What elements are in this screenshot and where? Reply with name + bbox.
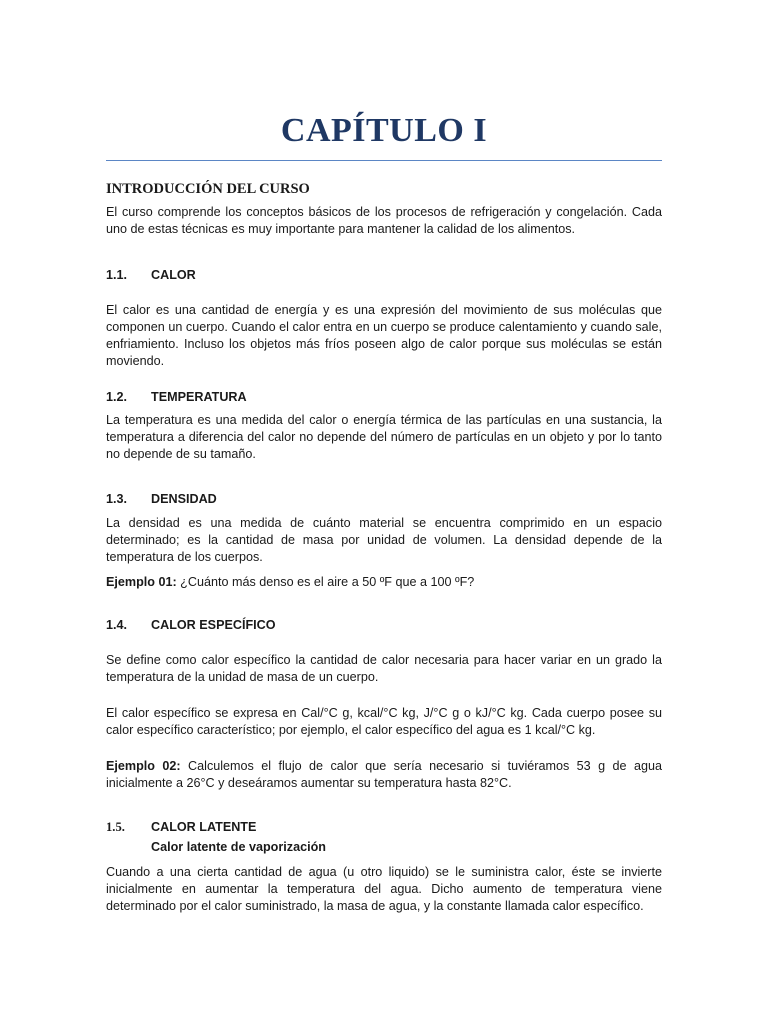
chapter-title: CAPÍTULO I	[280, 112, 488, 149]
ejemplo-02	[106, 758, 662, 792]
example-text: Calculemos el flujo de calor que sería necesario si tuviéramos 53 g de agua inicialmente a 26°C y deseáramos aumentar su temperatura hasta 82°C.	[106, 759, 663, 790]
title-divider	[106, 160, 662, 161]
example-text: ¿Cuánto más denso es el aire a 50 ºF que a 100 ºF?	[176, 575, 475, 589]
section-title: CALOR	[151, 268, 196, 282]
densidad-paragraph: La densidad es una medida de cuánto material se encuentra comprimido en un espacio determinado; es la cantidad de masa por unidad de volumen. La densidad depende de la temperatura de los cuerpos.	[106, 516, 662, 564]
subheading-calor-latente-vaporizacion: Calor latente de vaporización	[151, 840, 326, 854]
intro-heading: INTRODUCCIÓN DEL CURSO	[106, 181, 310, 197]
section-number: 1.3.	[106, 492, 128, 506]
intro-paragraph: El curso comprende los conceptos básicos de los procesos de refrigeración y congelación. Cada uno de estas técnicas es muy importante para mantener la calidad de los alimentos.	[106, 205, 662, 236]
section-heading-calor	[106, 267, 662, 284]
section-number: 1.5.	[106, 820, 125, 834]
calor-paragraph: El calor es una cantidad de energía y es una expresión del movimiento de sus moléculas que componen un cuerpo. Cuando el calor entra en un cuerpo se produce calentamiento y cuando sale, enfriamiento. Incluso los objetos más fríos poseen algo de calor porque sus moléculas se están moviendo.	[106, 303, 662, 368]
calor-especifico-paragraph-2: El calor específico se expresa en Cal/°C g, kcal/°C kg, J/°C g o kJ/°C kg. Cada cuerpo posee su calor específico característico; por ejemplo, el calor específico del agua es 1 kcal/°C kg.	[106, 706, 662, 737]
section-heading-temperatura	[106, 389, 662, 406]
section-number: 1.2.	[106, 390, 128, 404]
section-number: 1.1.	[106, 268, 128, 282]
section-heading-calor-especifico	[106, 617, 662, 634]
ejemplo-01	[106, 574, 662, 591]
section-title: CALOR ESPECÍFICO	[151, 618, 276, 632]
section-title: TEMPERATURA	[151, 390, 247, 404]
example-label: Ejemplo 02:	[106, 759, 181, 773]
section-title: DENSIDAD	[151, 492, 217, 506]
section-heading-calor-latente	[106, 819, 662, 836]
calor-especifico-paragraph-1: Se define como calor específico la cantidad de calor necesaria para hacer variar en un grado la temperatura de la unidad de masa de un cuerpo.	[106, 653, 662, 684]
calor-latente-paragraph: Cuando a una cierta cantidad de agua (u otro liquido) se le suministra calor, éste se invierte inicialmente en aumentar la temperatura del agua. Dicho aumento de temperatura viene determinado por el calor suministrado, la masa de agua, y la constante llamada calor específico.	[106, 865, 662, 913]
temperatura-paragraph: La temperatura es una medida del calor o energía térmica de las partículas en una sustancia, la temperatura a diferencia del calor no depende del número de partículas en un objeto y por lo tanto no depende de su tamaño.	[106, 413, 662, 461]
section-number: 1.4.	[106, 618, 128, 632]
section-title: CALOR LATENTE	[151, 820, 257, 834]
section-heading-densidad	[106, 491, 662, 508]
example-label: Ejemplo 01:	[106, 575, 177, 589]
